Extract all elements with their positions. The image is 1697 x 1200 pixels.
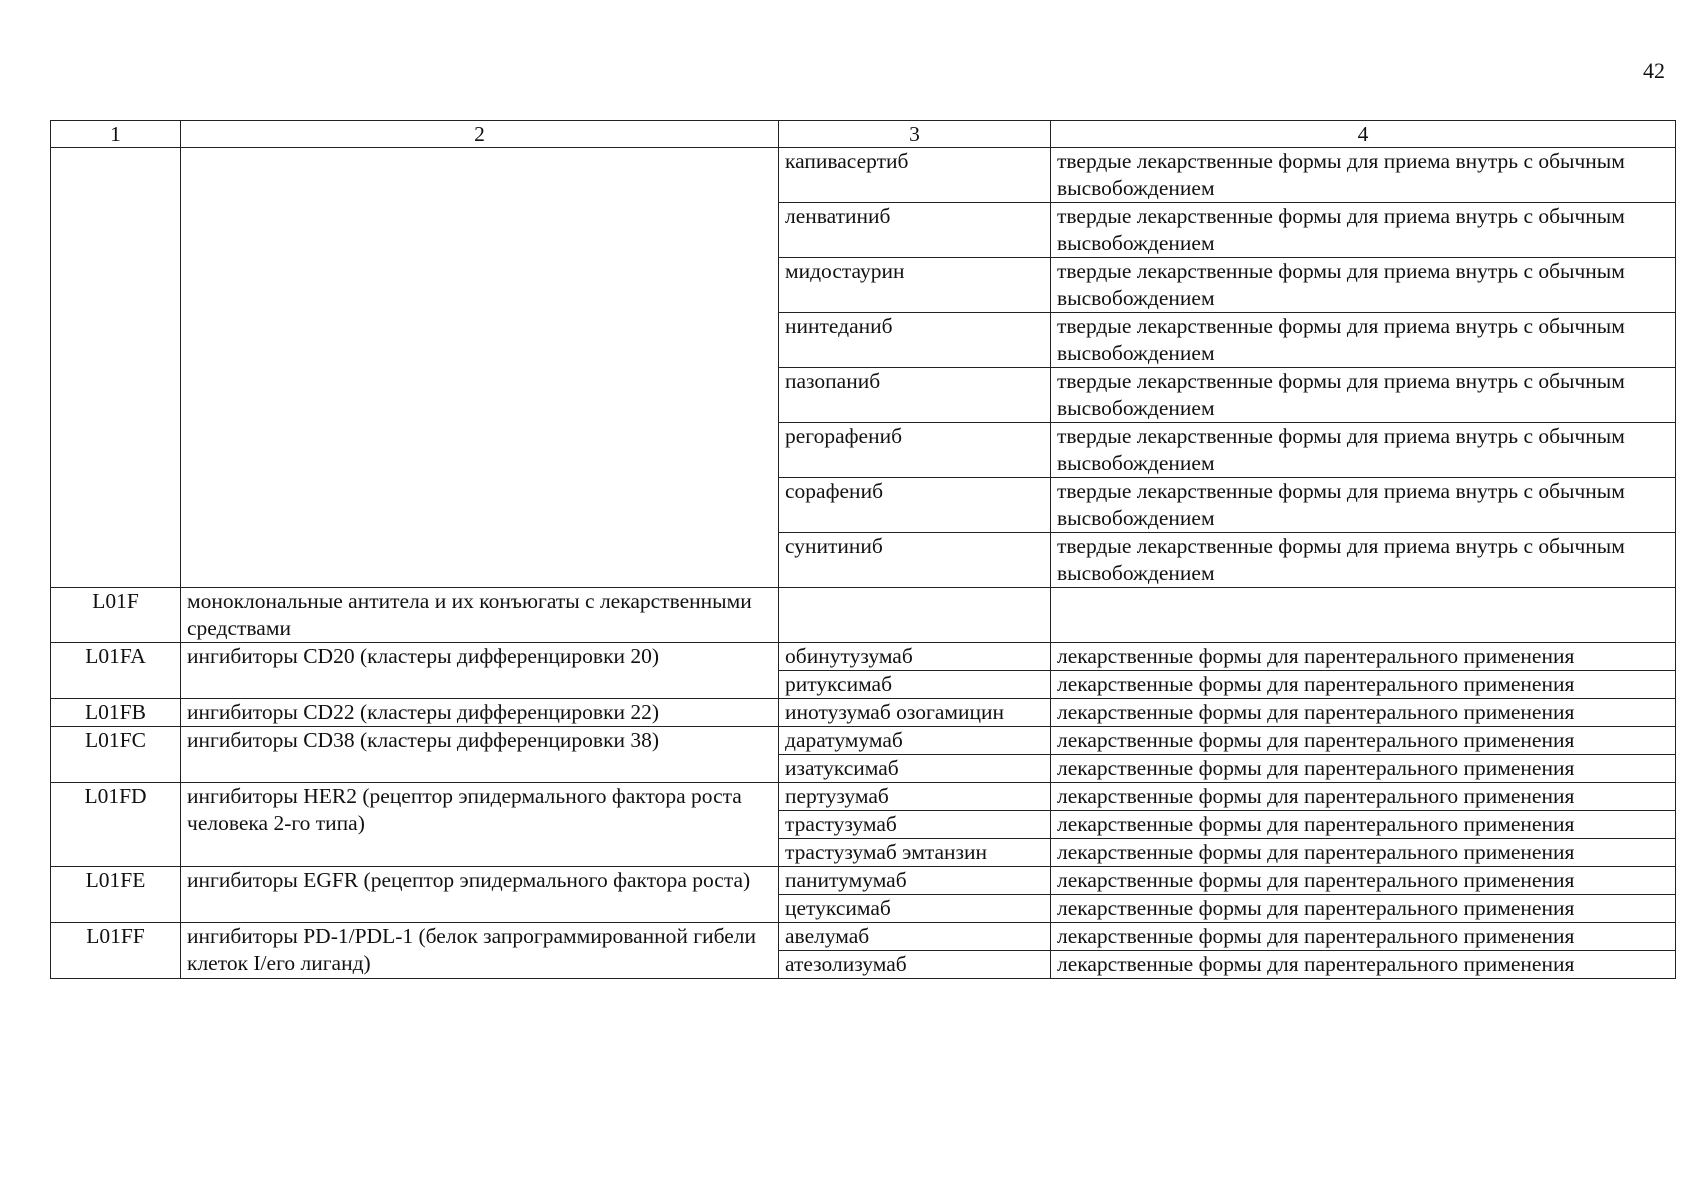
table-row — [51, 643, 1676, 671]
dosage-form-cell: твердые лекарственные формы для приема внутрь с обычным высвобождением — [1051, 533, 1676, 588]
drug-name-cell: трастузумаб эмтанзин — [779, 839, 1051, 867]
atc-code-cell: L01FB — [51, 699, 181, 727]
drug-name-cell: трастузумаб — [779, 811, 1051, 839]
drug-name-cell: инотузумаб озогамицин — [779, 699, 1051, 727]
table-row — [51, 727, 1676, 755]
column-header-3: 3 — [779, 121, 1051, 148]
column-header-2: 2 — [181, 121, 779, 148]
drug-name-cell: даратумумаб — [779, 727, 1051, 755]
dosage-form-cell: лекарственные формы для парентерального применения — [1051, 895, 1676, 923]
group-name-cell — [181, 148, 779, 588]
table-body — [51, 148, 1676, 979]
dosage-form-cell: лекарственные формы для парентерального применения — [1051, 867, 1676, 895]
table-row — [51, 699, 1676, 727]
dosage-form-cell: лекарственные формы для парентерального применения — [1051, 923, 1676, 951]
column-header-1: 1 — [51, 121, 181, 148]
drug-name-cell: пазопаниб — [779, 368, 1051, 423]
dosage-form-cell: лекарственные формы для парентерального применения — [1051, 643, 1676, 671]
group-name-cell: ингибиторы CD38 (кластеры дифференцировки 38) — [181, 727, 779, 783]
atc-code-cell: L01FD — [51, 783, 181, 867]
drug-name-cell: панитумумаб — [779, 867, 1051, 895]
dosage-form-cell: твердые лекарственные формы для приема внутрь с обычным высвобождением — [1051, 313, 1676, 368]
atc-code-cell: L01FE — [51, 867, 181, 923]
dosage-form-cell: твердые лекарственные формы для приема внутрь с обычным высвобождением — [1051, 423, 1676, 478]
table-row — [51, 923, 1676, 951]
group-name-cell: ингибиторы HER2 (рецептор эпидермального фактора роста человека 2-го типа) — [181, 783, 779, 867]
drug-name-cell: обинутузумаб — [779, 643, 1051, 671]
drug-name-cell: ритуксимаб — [779, 671, 1051, 699]
dosage-form-cell — [1051, 588, 1676, 643]
dosage-form-cell: лекарственные формы для парентерального применения — [1051, 755, 1676, 783]
drug-name-cell: авелумаб — [779, 923, 1051, 951]
header-row — [51, 121, 1676, 148]
page-number: 42 — [1643, 58, 1665, 83]
dosage-form-cell: лекарственные формы для парентерального применения — [1051, 727, 1676, 755]
drug-name-cell: пертузумаб — [779, 783, 1051, 811]
dosage-form-cell: лекарственные формы для парентерального применения — [1051, 811, 1676, 839]
column-header-4: 4 — [1051, 121, 1676, 148]
dosage-form-cell: твердые лекарственные формы для приема внутрь с обычным высвобождением — [1051, 368, 1676, 423]
drug-name-cell — [779, 588, 1051, 643]
drug-name-cell: мидостаурин — [779, 258, 1051, 313]
dosage-form-cell: лекарственные формы для парентерального применения — [1051, 783, 1676, 811]
dosage-form-cell: твердые лекарственные формы для приема внутрь с обычным высвобождением — [1051, 258, 1676, 313]
atc-code-cell: L01FC — [51, 727, 181, 783]
atc-code-cell: L01F — [51, 588, 181, 643]
atc-code-cell: L01FF — [51, 923, 181, 979]
drug-name-cell: изатуксимаб — [779, 755, 1051, 783]
group-name-cell: ингибиторы CD22 (кластеры дифференцировки 22) — [181, 699, 779, 727]
drug-name-cell: регорафениб — [779, 423, 1051, 478]
drug-name-cell: ленватиниб — [779, 203, 1051, 258]
group-name-cell: моноклональные антитела и их конъюгаты с лекарственными средствами — [181, 588, 779, 643]
table-row — [51, 148, 1676, 203]
dosage-form-cell: твердые лекарственные формы для приема внутрь с обычным высвобождением — [1051, 478, 1676, 533]
dosage-form-cell: лекарственные формы для парентерального применения — [1051, 839, 1676, 867]
drug-name-cell: нинтеданиб — [779, 313, 1051, 368]
drug-name-cell: атезолизумаб — [779, 951, 1051, 979]
dosage-form-cell: лекарственные формы для парентерального применения — [1051, 951, 1676, 979]
group-name-cell: ингибиторы PD-1/PDL-1 (белок запрограммированной гибели клеток I/его лиганд) — [181, 923, 779, 979]
drug-name-cell: сунитиниб — [779, 533, 1051, 588]
dosage-form-cell: лекарственные формы для парентерального применения — [1051, 699, 1676, 727]
atc-code-cell: L01FA — [51, 643, 181, 699]
table-row — [51, 588, 1676, 643]
dosage-form-cell: лекарственные формы для парентерального применения — [1051, 671, 1676, 699]
group-name-cell: ингибиторы EGFR (рецептор эпидермального фактора роста) — [181, 867, 779, 923]
table-row — [51, 867, 1676, 895]
group-name-cell: ингибиторы CD20 (кластеры дифференцировки 20) — [181, 643, 779, 699]
dosage-form-cell: твердые лекарственные формы для приема внутрь с обычным высвобождением — [1051, 148, 1676, 203]
drug-table — [50, 120, 1676, 979]
dosage-form-cell: твердые лекарственные формы для приема внутрь с обычным высвобождением — [1051, 203, 1676, 258]
drug-name-cell: капивасертиб — [779, 148, 1051, 203]
atc-code-cell — [51, 148, 181, 588]
drug-name-cell: сорафениб — [779, 478, 1051, 533]
table-row — [51, 783, 1676, 811]
drug-name-cell: цетуксимаб — [779, 895, 1051, 923]
